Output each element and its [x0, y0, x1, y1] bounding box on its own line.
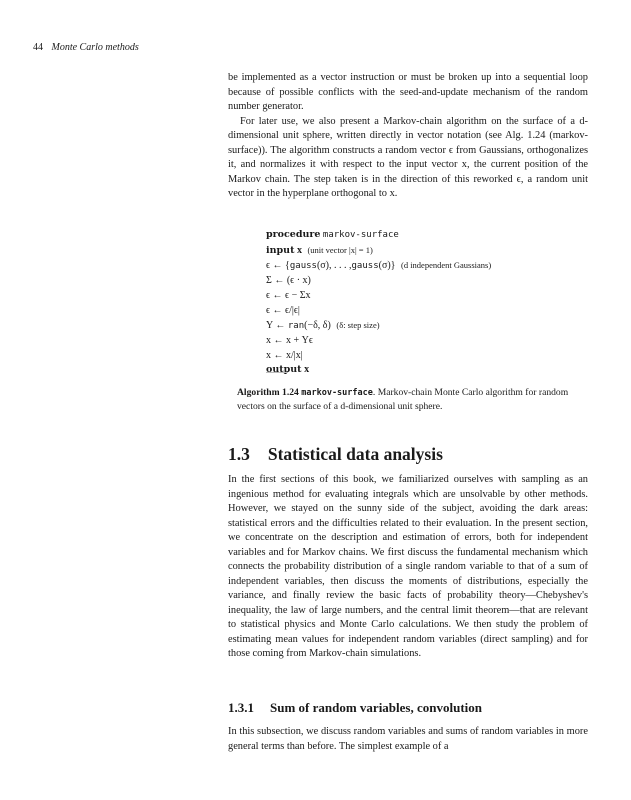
algo-line-output — [266, 363, 596, 378]
section-number: 1.3 — [228, 444, 250, 464]
ran-call: ran — [287, 321, 305, 332]
algo-line-6: ϵ ← ϵ/|ϵ| — [266, 304, 300, 316]
gauss-arg-1: (σ) — [316, 260, 330, 272]
input-variable: x — [296, 244, 302, 256]
algorithm-caption — [237, 386, 587, 414]
line7-prefix: Υ ← — [266, 320, 286, 332]
algo-line-3 — [266, 258, 596, 274]
algorithm-end-rule — [266, 372, 288, 373]
subsection-body — [228, 725, 588, 754]
algo-line-5: ϵ ← ϵ − Σx — [266, 289, 311, 301]
section-heading — [228, 444, 443, 465]
algo-line-9: x ← x/|x| — [266, 349, 303, 361]
paragraph-2: For later use, we also present a Markov-chain algorithm on the surface of a d-dimensional unit sphere, written directly in vector notation (see Alg. 1.24 (markov-surface)). The algorithm constructs a random vector ϵ from Gaussians, orthogonalizes it, and normalizes it with respect to the input vector x, the current position of the Markov chain. The step taken is in the direction of this reworked ϵ, a random unit vector in the hyperplane orthogonal to x. — [228, 115, 588, 199]
intro-block — [228, 71, 588, 202]
subsection-paragraph: In this subsection, we discuss random variables and sums of random variables in more general terms than before. The simplest example of a — [228, 726, 588, 752]
running-title: Monte Carlo methods — [51, 42, 139, 53]
subsection-number: 1.3.1 — [228, 700, 254, 715]
algo-line-7 — [266, 318, 596, 334]
algo-line-procedure — [266, 228, 596, 243]
caption-algorithm-name: markov-surface — [301, 388, 373, 398]
line3-ellipsis: , . . . , — [329, 260, 352, 272]
section-paragraph: In the first sections of this book, we familiarized ourselves with sampling as an ingenious method for evaluating integrals which are unsolvable by other methods. However, we stayed on the sunny side of the subject, avoiding the dark areas: statistical errors and the difficulties related to their evaluation. In the present section, we concentrate on the description and estimation of errors, both for independent variables and for Markov chains. We first discuss the fundamental mechanism which connects the probability distribution of a single random variable to that of a sum of independent variables, then discuss the moments of distributions, especially the variance, and finally review the basic facts of probability theory—Chebyshev's inequality, the law of large numbers, and the central limit theorem—that are relevant to statistical physics and Monte Carlo calculations. We then study the problem of estimating mean values for independent random variables (direct sampling) and for those coming from Markov-chain simulations. — [228, 474, 588, 659]
running-header — [33, 42, 139, 53]
algo-line-4: Σ ← (ϵ · x) — [266, 275, 311, 287]
input-comment: (unit vector |x| = 1) — [307, 244, 373, 255]
caption-text: . Markov-chain Monte Carlo algorithm for random vectors on the surface of a d-dimensional unit sphere. — [237, 387, 569, 413]
ran-arg: (−δ, δ) — [304, 320, 331, 332]
subsection-title: Sum of random variables, convolution — [270, 700, 482, 715]
procedure-name: markov-surface — [322, 230, 399, 240]
section-title: Statistical data analysis — [267, 444, 443, 464]
keyword-procedure: procedure — [266, 229, 321, 240]
paragraph-1: be implemented as a vector instruction or must be broken up into a sequential loop because of possible conflicts with the seed-and-update mechanism of the random number generator. — [228, 72, 588, 112]
keyword-input: input — [266, 244, 295, 256]
output-variable: x — [304, 364, 310, 376]
algo-line-8: x ← x + Υϵ — [266, 334, 313, 346]
line7-comment: (δ: step size) — [336, 320, 380, 331]
line3-comment: (d independent Gaussians) — [400, 260, 492, 271]
gauss-arg-2: (σ) — [378, 260, 391, 272]
caption-label: Algorithm 1.24 — [237, 387, 299, 398]
algorithm-listing — [266, 228, 596, 378]
subsection-heading — [228, 700, 482, 716]
gauss-call-1: gauss — [289, 261, 317, 272]
line3-end: } — [390, 260, 396, 272]
gauss-call-2: gauss — [351, 261, 379, 272]
algo-line-input — [266, 243, 596, 259]
page-number: 44 — [33, 42, 43, 53]
line3-prefix: ϵ ← { — [266, 260, 290, 272]
section-body — [228, 473, 588, 662]
keyword-output: output — [266, 364, 302, 376]
